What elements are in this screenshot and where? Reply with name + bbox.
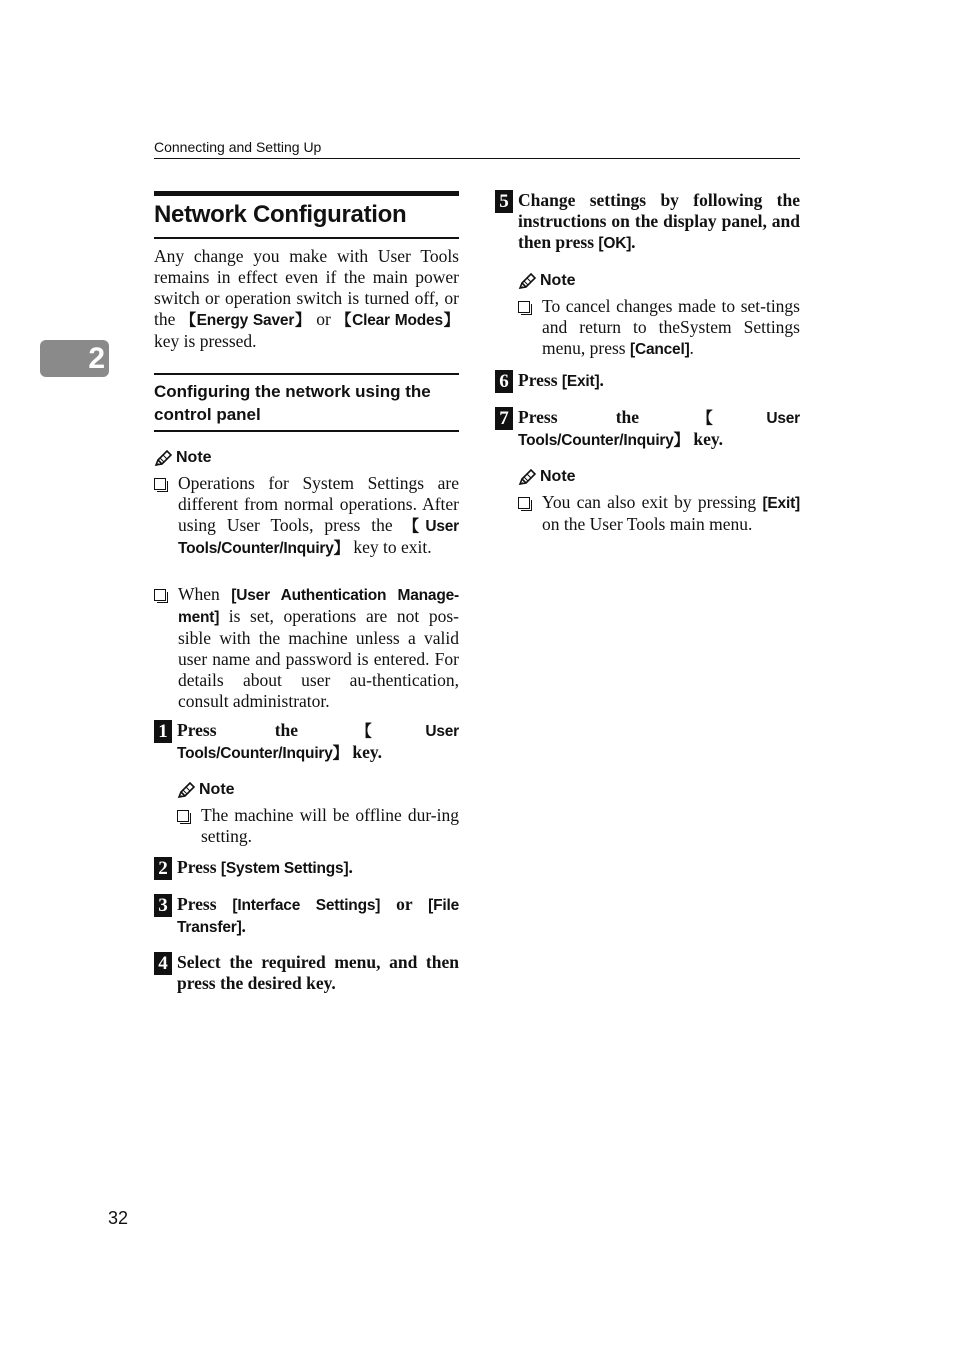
- step-6: 6 Press [Exit].: [495, 370, 800, 393]
- section-title: Network Configuration: [154, 201, 407, 228]
- step-7: 7 Press the 【User Tools/Counter/Inquiry】 key.: [495, 407, 800, 451]
- step-3: 3 Press [Interface Settings] or [File Transfer].: [154, 894, 459, 938]
- energy-saver-key: 【Energy Saver】: [180, 312, 312, 329]
- checkbox-bullet-icon: [518, 301, 530, 313]
- note-bullet: The machine will be offline dur-ing setting.: [177, 805, 459, 847]
- user-tools-key: 【User Tools/Counter/Inquiry】: [178, 518, 460, 557]
- subsection-top-rule: [154, 373, 459, 375]
- note-heading: Note: [518, 468, 576, 486]
- step-number-badge: 4: [154, 952, 172, 975]
- clear-modes-key: 【Clear Modes】: [336, 312, 459, 329]
- page-number: 32: [108, 1208, 129, 1228]
- checkbox-bullet-icon: [154, 589, 166, 601]
- checkbox-bullet-icon: [177, 810, 189, 822]
- intro-paragraph: Any change you make with User Tools remains in effect even if the main power switch or operation switch is turned off, or the 【Energy Saver】 or 【Clear Modes】 key is pressed.: [154, 246, 459, 351]
- section-top-rule: [154, 191, 459, 196]
- subsection-bottom-rule: [154, 430, 459, 432]
- section-title-rule: [154, 237, 459, 239]
- note-heading: Note: [177, 781, 235, 799]
- step-number-badge: 1: [154, 720, 172, 743]
- pencil-icon: [518, 273, 536, 290]
- step-2: 2 Press [System Settings].: [154, 857, 459, 880]
- step-4: 4 Select the required menu, and then press the desired key.: [154, 952, 459, 994]
- pencil-icon: [154, 450, 172, 467]
- step-number-badge: 2: [154, 857, 172, 880]
- step-number-badge: 7: [495, 407, 513, 430]
- running-head: Connecting and Setting Up: [154, 139, 322, 155]
- step-number-badge: 6: [495, 370, 513, 393]
- chapter-tab: 2: [40, 340, 109, 377]
- user-auth-key: [User Authentication Manage-ment]: [178, 587, 459, 626]
- step-number-badge: 3: [154, 894, 172, 917]
- checkbox-bullet-icon: [154, 478, 166, 490]
- header-rule: [154, 158, 800, 159]
- step-1: 1 Press the 【User Tools/Counter/Inquiry】 key.: [154, 720, 459, 764]
- note-heading: Note: [518, 272, 576, 290]
- note-bullet: To cancel changes made to set-tings and return to theSystem Settings menu, press [Cancel].: [518, 296, 800, 360]
- note-bullet: You can also exit by pressing [Exit] on the User Tools main menu.: [518, 492, 800, 535]
- step-number-badge: 5: [495, 190, 513, 213]
- pencil-icon: [518, 469, 536, 486]
- pencil-icon: [177, 782, 195, 799]
- step-5: 5 Change settings by following the instructions on the display panel, and then press [OK].: [495, 190, 800, 254]
- subsection-title: Configuring the network using the control panel: [154, 382, 431, 424]
- note-heading: Note: [154, 449, 212, 467]
- note-bullet: When [User Authentication Manage-ment] is set, operations are not pos-sible with the machine unless a valid user name and password is entered. For details about user au-thentication, consult administrator.: [154, 584, 459, 712]
- note-bullet: Operations for System Settings are different from normal operations. After using User Tools, press the 【User Tools/Counter/Inquiry】 key to exit.: [154, 473, 459, 559]
- checkbox-bullet-icon: [518, 497, 530, 509]
